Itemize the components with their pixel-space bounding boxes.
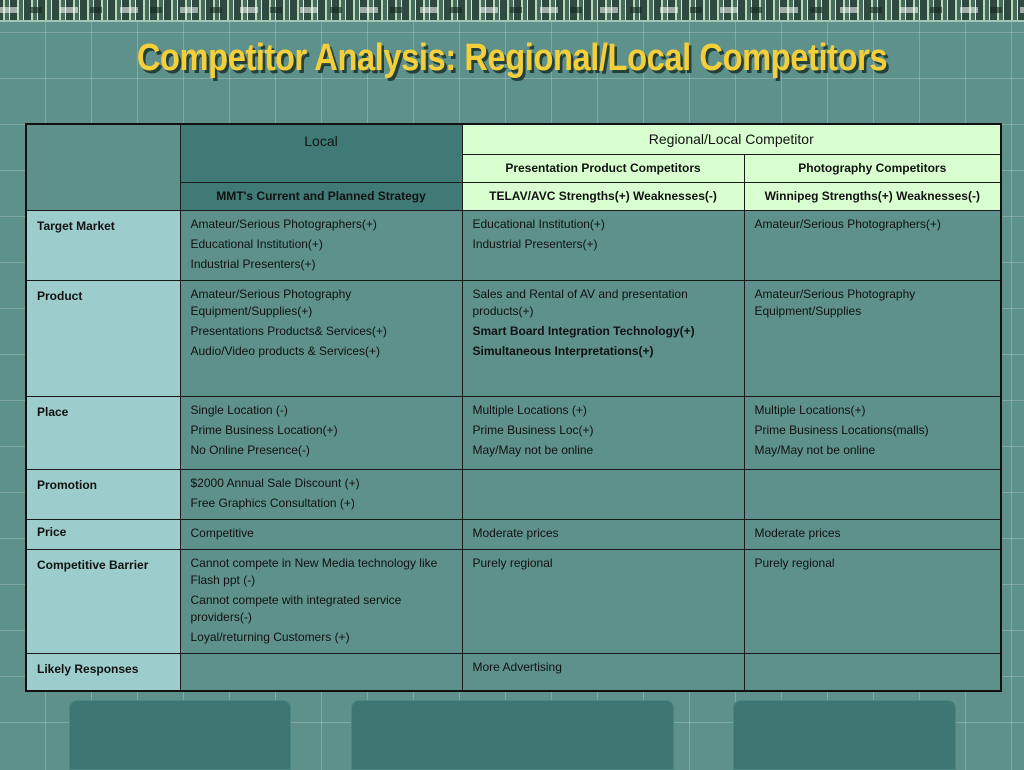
cell-winnipeg [744,396,1001,469]
cell-line: Loyal/returning Customers (+) [190,629,350,644]
table-row [26,280,1001,396]
cell-telav [462,653,744,691]
header-photography: Photography Competitors [744,154,1001,182]
footer-box [733,700,956,770]
cell-winnipeg [744,280,1001,396]
cell-line: No Online Presence(-) [190,442,310,457]
header-presentation: Presentation Product Competitors [462,154,744,182]
header-local: Local [180,124,462,182]
table-row [26,549,1001,653]
header-winnipeg: Winnipeg Strengths(+) Weaknesses(-) [744,182,1001,210]
table-row [26,653,1001,691]
cell-line: Prime Business Locations(malls) [754,422,929,437]
row-label-target-market: Target Market [26,210,180,280]
cell-winnipeg [744,549,1001,653]
cell-telav [462,396,744,469]
cell-line: Multiple Locations(+) [754,402,866,417]
cell-line: May/May not be online [754,442,876,457]
cell-mmt [180,519,462,549]
cell-line: Multiple Locations (+) [472,402,587,417]
cell-line: Prime Business Location(+) [190,422,338,437]
row-label-promotion: Promotion [26,469,180,519]
cell-line: May/May not be online [472,442,594,457]
cell-line: Amateur/Serious Photography Equipment/Supplies [754,286,916,318]
footer-box [351,700,674,770]
header-telav: TELAV/AVC Strengths(+) Weaknesses(-) [462,182,744,210]
cell-telav [462,549,744,653]
cell-winnipeg [744,653,1001,691]
table-row [26,469,1001,519]
cell-line: Moderate prices [754,525,841,540]
cell-line: Competitive [190,525,254,540]
cell-winnipeg [744,210,1001,280]
cell-line: Simultaneous Interpretations(+) [472,343,654,358]
cell-line: Cannot compete in New Media technology like Flash ppt (-) [190,555,438,587]
cell-mmt [180,653,462,691]
slide-title: Competitor Analysis: Regional/Local Competitors [136,37,888,79]
cell-line: Sales and Rental of AV and presentation products(+) [472,286,688,318]
cell-line: Smart Board Integration Technology(+) [472,323,695,338]
cell-mmt [180,210,462,280]
cell-telav [462,469,744,519]
cell-line: $2000 Annual Sale Discount (+) [190,475,360,490]
cell-line: Industrial Presenters(+) [190,256,316,271]
table-row [26,396,1001,469]
cell-line: Single Location (-) [190,402,288,417]
cell-line: Amateur/Serious Photographers(+) [190,216,377,231]
cell-line: Amateur/Serious Photography Equipment/Supplies(+) [190,286,352,318]
cell-line: Free Graphics Consultation (+) [190,495,355,510]
table-row [26,519,1001,549]
cell-line: Presentations Products& Services(+) [190,323,387,338]
cell-winnipeg [744,519,1001,549]
circuit-board-banner [0,0,1024,22]
cell-line: Prime Business Loc(+) [472,422,594,437]
cell-telav [462,280,744,396]
cell-line: Audio/Video products & Services(+) [190,343,381,358]
row-label-likely-responses: Likely Responses [26,653,180,691]
cell-winnipeg [744,469,1001,519]
cell-line: Industrial Presenters(+) [472,236,598,251]
footer-box [69,700,291,770]
cell-line: Cannot compete with integrated service providers(-) [190,592,402,624]
cell-telav [462,210,744,280]
header-regional: Regional/Local Competitor [462,124,1001,154]
cell-line: Educational Institution(+) [190,236,323,251]
cell-line: Educational Institution(+) [472,216,605,231]
cell-line: Moderate prices [472,525,559,540]
cell-mmt [180,396,462,469]
row-label-price: Price [26,519,180,549]
cell-line: Purely regional [754,555,835,570]
competitor-table [25,123,1002,692]
cell-mmt [180,469,462,519]
corner-cell [26,124,180,210]
cell-line: More Advertising [472,659,562,674]
cell-mmt [180,549,462,653]
cell-line: Purely regional [472,555,553,570]
row-label-place: Place [26,396,180,469]
header-mmt-strategy: MMT's Current and Planned Strategy [180,182,462,210]
row-label-product: Product [26,280,180,396]
cell-mmt [180,280,462,396]
cell-telav [462,519,744,549]
cell-line: Amateur/Serious Photographers(+) [754,216,941,231]
row-label-competitive-barrier: Competitive Barrier [26,549,180,653]
table-row [26,210,1001,280]
